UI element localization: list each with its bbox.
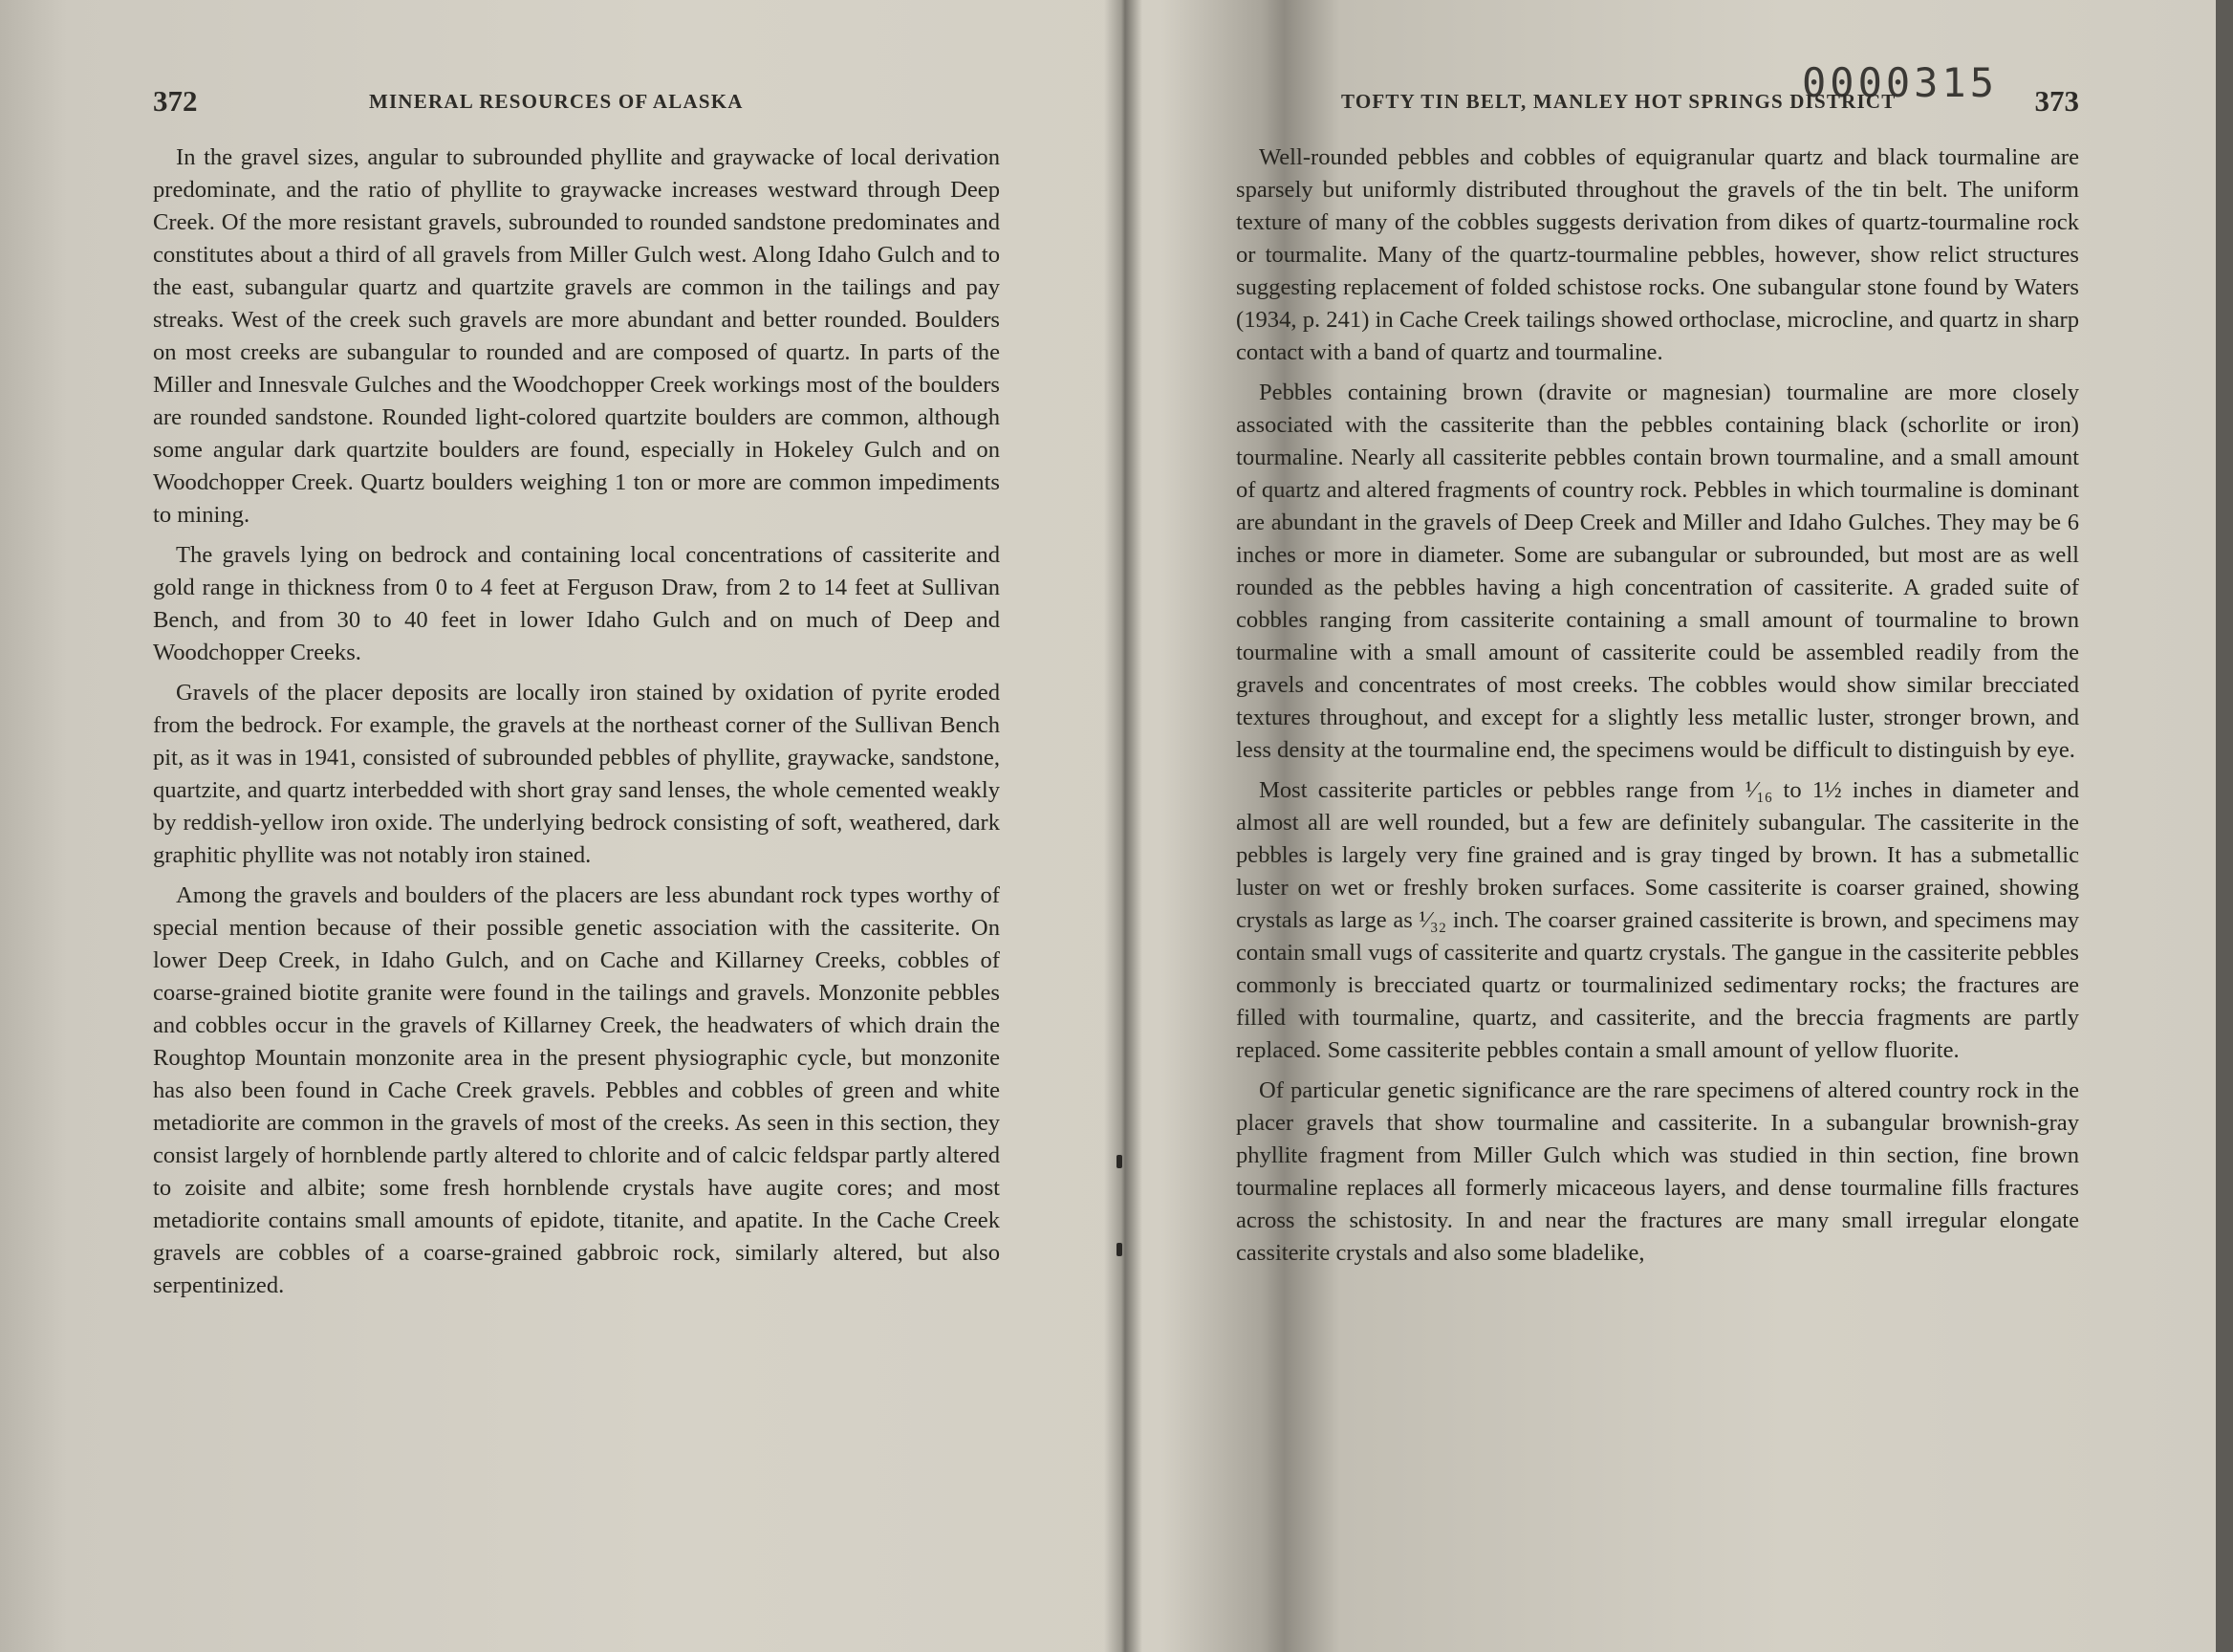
running-head: MINERAL RESOURCES OF ALASKA <box>369 90 744 113</box>
right-page-body <box>1236 141 2079 1277</box>
paragraph: Among the gravels and boulders of the placers are less abundant rock types worthy of special mention because of their possible genetic association with the cassiterite. On lower Deep Creek, in Idaho Gulch, and on Cache and Killarney Creeks, cobbles of coarse-grained biotite granite were found in the tailings and gravels. Monzonite pebbles and cobbles occur in the gravels of Killarney Creek, the headwaters of which drain the Roughtop Mountain monzonite area in the present physiographic cycle, but monzonite has also been found in Cache Creek gravels. Pebbles and cobbles of green and white metadiorite are common in the gravels of most of the creeks. As seen in this section, they consist largely of hornblende partly altered to chlorite and of calcic feldspar partly altered to zoisite and albite; some fresh hornblende crystals have augite cores; and most metadiorite contains small amounts of epidote, titanite, and apatite. In the Cache Creek gravels are cobbles of a coarse-grained gabbroic rock, similarly altered, but also serpentinized. <box>153 882 1000 1298</box>
page-number: 373 <box>2034 84 2079 118</box>
right-page-header <box>1236 84 2079 122</box>
paragraph: Of particular genetic significance are the rare specimens of altered country rock in the placer gravels that show tourmaline and cassiterite. In a subangular brownish-gray phyllite fragment from Miller Gulch which was studied in thin section, fine brown tourmaline replaces all formerly micaceous layers, and dense tourmaline fills fractures across the schistosity. In and near the fractures are many small irregular elongate cassiterite crystals and also some bladelike, <box>1236 1077 2079 1266</box>
left-page-body <box>153 141 1000 1310</box>
paragraph: Gravels of the placer deposits are locally iron stained by oxidation of pyrite eroded from the bedrock. For example, the gravels at the northeast corner of the Sullivan Bench pit, as it was in 1941, consisted of subrounded pebbles of phyllite, graywacke, sandstone, quartzite, and quartz interbedded with short gray sand lenses, the whole cemented weakly by reddish-yellow iron oxide. The underlying bedrock consisting of soft, weathered, dark graphitic phyllite was not notably iron stained. <box>153 680 1000 868</box>
book-gutter <box>1104 0 1142 1652</box>
paragraph: Pebbles containing brown (dravite or magnesian) tourmaline are more closely associated with the cassiterite than the pebbles containing black (schorlite or iron) tourmaline. Nearly all cassiterite pebbles contain brown tourmaline, and a small amount of quartz and altered fragments of country rock. Pebbles in which tourmaline is dominant are abundant in the gravels of Deep Creek and Miller and Idaho Gulches. They may be 6 inches or more in diameter. Some are subangular or subrounded, but most are as well rounded as the pebbles having a high concentration of cassiterite. A graded suite of cobbles ranging from cassiterite containing a small amount of tourmaline to brown tourmaline with a small amount of cassiterite could be assembled readily from the gravels and concentrates of most creeks. The cobbles would show similar brecciated textures throughout, and except for a slightly less metallic luster, stronger brown, and less density at the tourmaline end, the specimens would be difficult to distinguish by eye. <box>1236 380 2079 763</box>
archive-stamp: 0000315 <box>1802 59 1999 106</box>
paragraph: In the gravel sizes, angular to subrounded phyllite and graywacke of local derivation predominate, and the ratio of phyllite to graywacke increases westward through Deep Creek. Of the more resistant gravels, subrounded to rounded sandstone predominates and constitutes about a third of all gravels from Miller Gulch west. Along Idaho Gulch and to the east, subangular quartz and quartzite gravels are common in the tailings and pay streaks. West of the creek such gravels are more abundant and better rounded. Boulders on most creeks are subangular to rounded and are composed of quartz. In parts of the Miller and Innesvale Gulches and the Woodchopper Creek workings most of the boulders are rounded sandstone. Rounded light-colored quartzite boulders are common, although some angular dark quartzite boulders are found, especially in Hokeley Gulch and on Woodchopper Creek. Quartz boulders weighing 1 ton or more are common impediments to mining. <box>153 144 1000 528</box>
paragraph: The gravels lying on bedrock and containing local concentrations of cassiterite and gold range in thickness from 0 to 4 feet at Ferguson Draw, from 2 to 14 feet at Sullivan Bench, and from 30 to 40 feet in lower Idaho Gulch and on much of Deep and Woodchopper Creeks. <box>153 542 1000 665</box>
binding-mark <box>1116 1155 1122 1168</box>
paragraph: Most cassiterite particles or pebbles range from ¹⁄₁₆ to 1½ inches in diameter and almost all are well rounded, but a few are definitely subangular. The cassiterite in the pebbles is largely very fine grained and is gray tinged by brown. It has a submetallic luster on wet or freshly broken surfaces. Some cassiterite is coarser grained, showing crystals as large as ¹⁄₃₂ inch. The coarser grained cassiterite is brown, and specimens may contain small vugs of cassiterite and quartz crystals. The gangue in the cassiterite pebbles commonly is brecciated quartz or tourmalinized sedimentary rocks; the fractures are filled with tourmaline, quartz, and cassiterite, and the breccia fragments are partly replaced. Some cassiterite pebbles contain a small amount of yellow fluorite. <box>1236 777 2079 1063</box>
left-page-header <box>153 84 1000 122</box>
page-edge-shadow <box>2216 0 2233 1652</box>
page-number: 372 <box>153 84 198 118</box>
binding-mark <box>1116 1243 1122 1256</box>
paragraph: Well-rounded pebbles and cobbles of equigranular quartz and black tourmaline are sparsely but uniformly distributed throughout the gravels of the tin belt. The uniform texture of many of the cobbles suggests derivation from dikes of quartz-tourmaline rock or tourmalite. Many of the quartz-tourmaline pebbles, however, show relict structures suggesting replacement of folded schistose rocks. One subangular stone found by Waters (1934, p. 241) in Cache Creek tailings showed orthoclase, microcline, and quartz in sharp contact with a band of quartz and tourmaline. <box>1236 144 2079 365</box>
running-head: TOFTY TIN BELT, MANLEY HOT SPRINGS DISTRICT <box>1341 90 1897 113</box>
